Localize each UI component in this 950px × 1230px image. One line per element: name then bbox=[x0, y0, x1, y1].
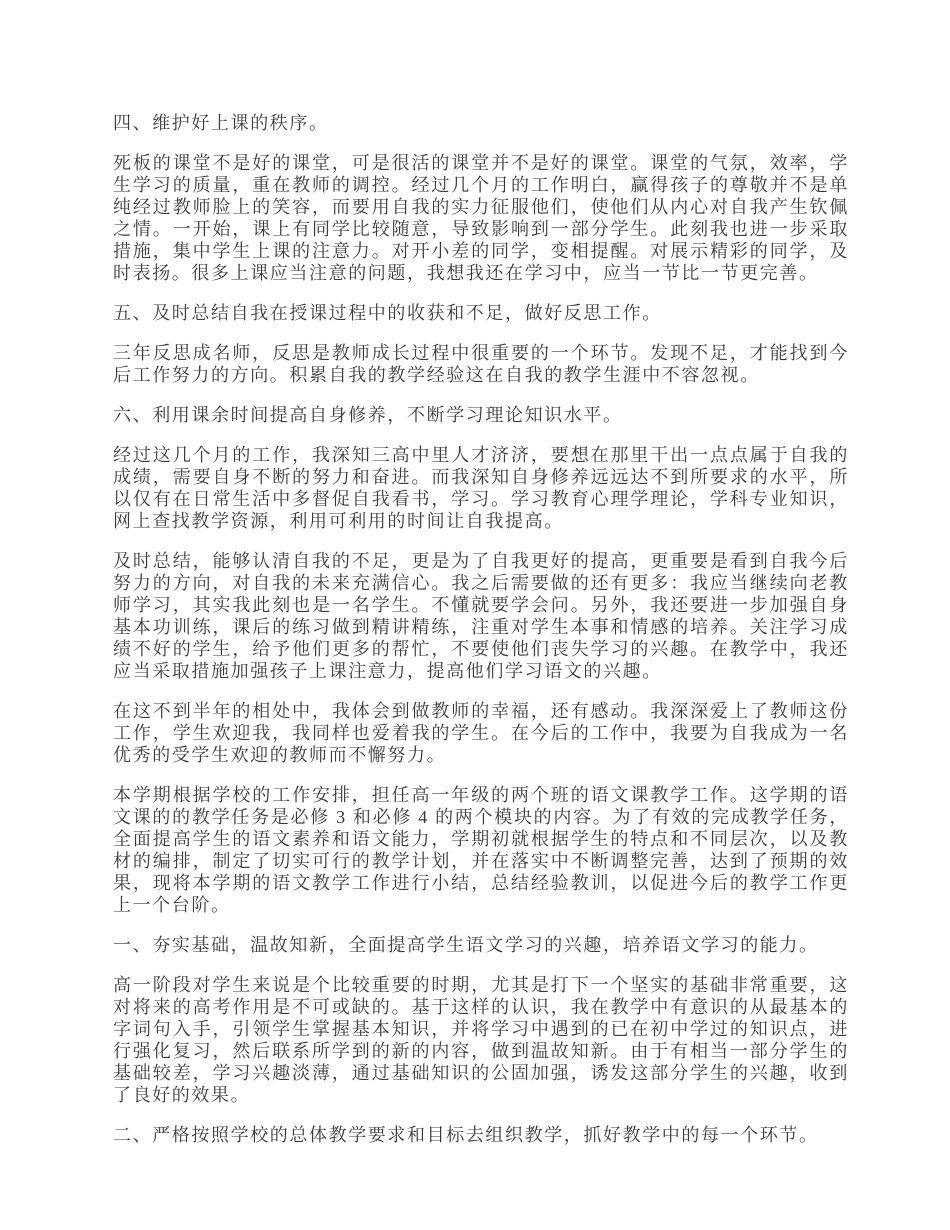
section-heading: 五、及时总结自我在授课过程中的收获和不足，做好反思工作。 bbox=[113, 303, 662, 323]
section-heading: 六、利用课余时间提高自身修养，不断学习理论知识水平。 bbox=[113, 405, 623, 425]
paragraph: 及时总结，能够认清自我的不足，更是为了自我更好的提高，更重要是看到自我今后努力的方向，对自我的未来充满信心。我之后需要做的还有更多：我应当继续向老教师学习，其实我此刻也是一名学生。不懂就要学会问。另外，我还要进一步加强自身基本功训练，课后的练习做到精讲精练，注重对学生本事和情感的培养。关注学习成绩不好的学生，给予他们更多的帮忙，不要使他们丧失学习的兴趣。在教学中，我还应当采取措施加强孩子上课注意力，提高他们学习语文的兴趣。 bbox=[113, 551, 849, 681]
section-heading: 四、维护好上课的秩序。 bbox=[113, 113, 329, 133]
paragraph: 三年反思成名师，反思是教师成长过程中很重要的一个环节。发现不足，才能找到今后工作努力的方向。积累自我的教学经验这在自我的教学生涯中不容忽视。 bbox=[113, 343, 849, 385]
paragraph: 在这不到半年的相处中，我体会到做教师的幸福，还有感动。我深深爱上了教师这份工作，学生欢迎我，我同样也爱着我的学生。在今后的工作中，我要为自我成为一名优秀的受学生欢迎的教师而不懈努力。 bbox=[113, 701, 849, 765]
paragraph: 死板的课堂不是好的课堂，可是很活的课堂并不是好的课堂。课堂的气氛，效率，学生学习的质量，重在教师的调控。经过几个月的工作明白，赢得孩子的尊敬并不是单纯经过教师脸上的笑容，而要用自我的实力征服他们，使他们从内心对自我产生钦佩之情。一开始，课上有同学比较随意，导致影响到一部分学生。此刻我也进一步采取措施，集中学生上课的注意力。对开小差的同学，变相提醒。对展示精彩的同学，及时表扬。很多上课应当注意的问题，我想我还在学习中，应当一节比一节更完善。 bbox=[113, 153, 849, 283]
paragraph: 本学期根据学校的工作安排，担任高一年级的两个班的语文课教学工作。这学期的语文课的的教学任务是必修 3 和必修 4 的两个模块的内容。为了有效的完成教学任务，全面提高学生的语文素养和语文能力，学期初就根据学生的特点和不同层次，以及教材的编排，制定了切实可行的教学计划，并在落实中不断调整完善，达到了预期的效果，现将本学期的语文教学工作进行小结，总结经验教训，以促进今后的教学工作更上一个台阶。 bbox=[113, 785, 849, 915]
section-heading: 二、严格按照学校的总体教学要求和目标去组织教学，抓好教学中的每一个环节。 bbox=[113, 1125, 819, 1145]
paragraph: 经过这几个月的工作，我深知三高中里人才济济，要想在那里干出一点点属于自我的成绩，需要自身不断的努力和奋进。而我深知自身修养远远达不到所要求的水平，所以仅有在日常生活中多督促自我看书，学习。学习教育心理学理论，学科专业知识，网上查找教学资源，利用可利用的时间让自我提高。 bbox=[113, 445, 849, 531]
paragraph: 高一阶段对学生来说是个比较重要的时期，尤其是打下一个坚实的基础非常重要，这对将来的高考作用是不可或缺的。基于这样的认识，我在教学中有意识的从最基本的字词句入手，引领学生掌握基本知识，并将学习中遇到的已在初中学过的知识点，进行强化复习，然后联系所学到的新的内容，做到温故知新。由于有相当一部分学生的基础较差，学习兴趣淡薄，通过基础知识的公固加强，诱发这部分学生的兴趣，收到了良好的效果。 bbox=[113, 975, 849, 1105]
section-heading: 一、夯实基础，温故知新，全面提高学生语文学习的兴趣，培养语文学习的能力。 bbox=[113, 935, 819, 955]
